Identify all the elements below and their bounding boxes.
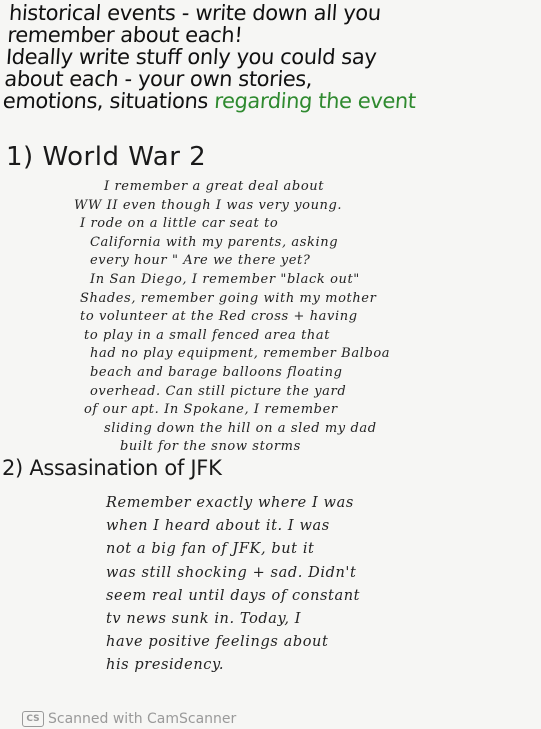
- section-heading-jfk: 2) Assasination of JFK: [2, 456, 222, 480]
- prompt-line: Ideally write stuff only you could say: [5, 45, 378, 69]
- handwritten-line: WW II even though I was very young.: [74, 197, 343, 213]
- prompt-line-last: [2, 90, 534, 112]
- prompt-text: [2, 2, 540, 112]
- camscanner-logo-icon: CS: [22, 711, 44, 727]
- handwritten-line: every hour " Are we there yet?: [90, 253, 311, 269]
- handwritten-line: to volunteer at the Red cross + having: [80, 309, 358, 325]
- handwritten-line: not a big fan of JFK, but it: [106, 541, 315, 558]
- handwritten-line: have positive feelings about: [106, 634, 329, 651]
- section-heading-ww2: 1) World War 2: [6, 142, 207, 172]
- handwritten-line: of our apt. In Spokane, I remember: [84, 402, 338, 418]
- handwritten-line: I rode on a little car seat to: [80, 216, 279, 232]
- handwritten-line: I remember a great deal about: [104, 179, 325, 194]
- handwritten-line: beach and barage balloons floating: [90, 364, 343, 380]
- section-body-jfk: [106, 492, 360, 678]
- prompt-green-tail: regarding the event: [213, 89, 417, 113]
- handwritten-line: Shades, remember going with my mother: [80, 290, 377, 306]
- handwritten-line: when I heard about it. I was: [106, 518, 330, 535]
- prompt-line: remember about each!: [6, 23, 244, 47]
- handwritten-line: In San Diego, I remember "black out": [90, 271, 360, 287]
- prompt-line: about each - your own stories,: [3, 67, 314, 91]
- handwritten-line: his presidency.: [106, 657, 225, 674]
- handwritten-line: overhead. Can still picture the yard: [90, 383, 347, 399]
- camscanner-watermark: [22, 711, 236, 727]
- prompt-line: emotions, situations: [2, 89, 209, 113]
- handwritten-line: built for the snow storms: [120, 439, 301, 455]
- handwritten-line: tv news sunk in. Today, I: [106, 611, 302, 628]
- handwritten-line: was still shocking + sad. Didn't: [106, 564, 357, 581]
- handwritten-line: California with my parents, asking: [90, 234, 339, 250]
- section-body-ww2: [64, 178, 390, 457]
- handwritten-line: to play in a small fenced area that: [84, 327, 331, 343]
- handwritten-line: sliding down the hill on a sled my dad: [104, 420, 377, 436]
- handwritten-line: seem real until days of constant: [106, 587, 361, 604]
- handwritten-line: Remember exactly where I was: [106, 495, 354, 511]
- handwritten-line: had no play equipment, remember Balboa: [90, 346, 391, 362]
- prompt-line: historical events - write down all you: [8, 1, 382, 25]
- watermark-text: Scanned with CamScanner: [48, 711, 237, 727]
